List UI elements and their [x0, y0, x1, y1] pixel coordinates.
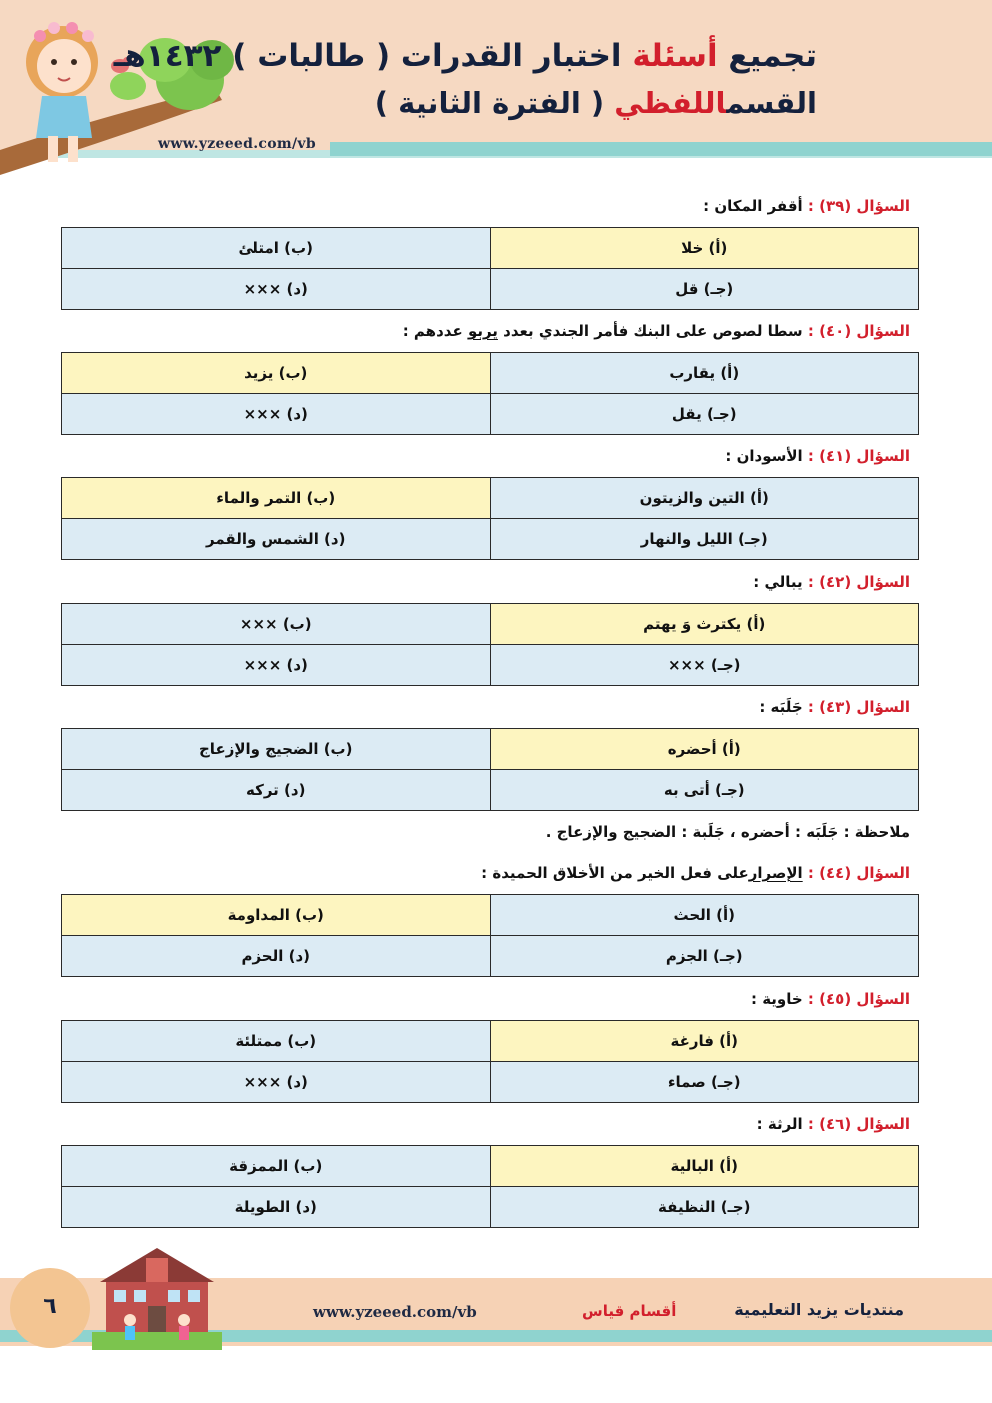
option-c: (جـ) أتى به [490, 770, 919, 811]
option-d: (د) ××× [62, 269, 491, 310]
option-b: (ب) المداومة [62, 895, 491, 936]
school-illustration [92, 1240, 222, 1350]
option-c: (جـ) ××× [490, 645, 919, 686]
question-41-title: السؤال (٤١) : الأسودان : [725, 447, 910, 465]
question-42-title: السؤال (٤٢) : يبالي : [753, 573, 910, 591]
option-b: (ب) ××× [62, 604, 491, 645]
question-45-title: السؤال (٤٥) : خاوية : [750, 990, 910, 1008]
question-45-options [61, 1020, 919, 1103]
option-a: (أ) يقارب [490, 353, 919, 394]
footer-forum-name: منتديات يزيد التعليمية [734, 1300, 904, 1319]
question-43-title: السؤال (٤٣) : جَلَبَه : [759, 698, 910, 716]
header-site-url[interactable]: www.yzeeed.com/vb [158, 136, 316, 152]
option-a: (أ) الحث [490, 895, 919, 936]
option-d: (د) ××× [62, 1062, 491, 1103]
header-title-line2: القسماللفظي ( الفترة الثانية ) [374, 86, 817, 120]
option-b: (ب) التمر والماء [62, 478, 491, 519]
option-d: (د) الشمس والقمر [62, 519, 491, 560]
option-d: (د) تركه [62, 770, 491, 811]
girl-on-branch-illustration [0, 0, 240, 190]
option-b: (ب) يزيد [62, 353, 491, 394]
question-40-options [61, 352, 919, 435]
question-44-title: السؤال (٤٤) : الإصرارعلى فعل الخير من الأخلاق الحميدة : [481, 864, 910, 882]
option-d: (د) الحزم [62, 936, 491, 977]
question-43-options [61, 728, 919, 811]
question-41-options [61, 477, 919, 560]
question-42-options [61, 603, 919, 686]
option-a: (أ) فارغة [490, 1021, 919, 1062]
option-a: (أ) خلا [490, 228, 919, 269]
option-c: (جـ) النظيفة [490, 1187, 919, 1228]
question-39-title: السؤال (٣٩) : أقفر المكان : [703, 197, 910, 215]
option-b: (ب) الضجيج والإزعاج [62, 729, 491, 770]
question-46-options [61, 1145, 919, 1228]
question-39-options [61, 227, 919, 310]
question-44-options [61, 894, 919, 977]
option-b: (ب) الممزقة [62, 1146, 491, 1187]
option-d: (د) ××× [62, 394, 491, 435]
option-a: (أ) أحضره [490, 729, 919, 770]
footer-section-link[interactable]: أقسام قياس [582, 1302, 677, 1320]
question-46-title: السؤال (٤٦) : الرثة : [756, 1115, 910, 1133]
page-number: ٦ [10, 1268, 90, 1348]
option-c: (جـ) الجزم [490, 936, 919, 977]
option-b: (ب) امتلئ [62, 228, 491, 269]
option-c: (جـ) صماء [490, 1062, 919, 1103]
option-a: (أ) التين والزيتون [490, 478, 919, 519]
option-d: (د) الطويلة [62, 1187, 491, 1228]
header-title-line1: تجميع أسئلة اختبار القدرات ( طالبات ) ١٤٣٢هـ [113, 38, 817, 74]
option-c: (جـ) الليل والنهار [490, 519, 919, 560]
option-a: (أ) البالية [490, 1146, 919, 1187]
option-a: (أ) يكترث وَ يهتم [490, 604, 919, 645]
question-40-title: السؤال (٤٠) : سطا لصوص على البنك فأمر الجندي بعدد يربو عددهم : [402, 322, 910, 340]
header-stripe [330, 142, 992, 156]
option-b: (ب) ممتلئة [62, 1021, 491, 1062]
option-c: (جـ) قل [490, 269, 919, 310]
option-c: (جـ) يقل [490, 394, 919, 435]
note-text: ملاحظة : جَلَبَه : أحضره ، جَلَبة : الضجيج والإزعاج . [545, 823, 910, 841]
footer-url[interactable]: www.yzeeed.com/vb [313, 1303, 477, 1321]
option-d: (د) ××× [62, 645, 491, 686]
